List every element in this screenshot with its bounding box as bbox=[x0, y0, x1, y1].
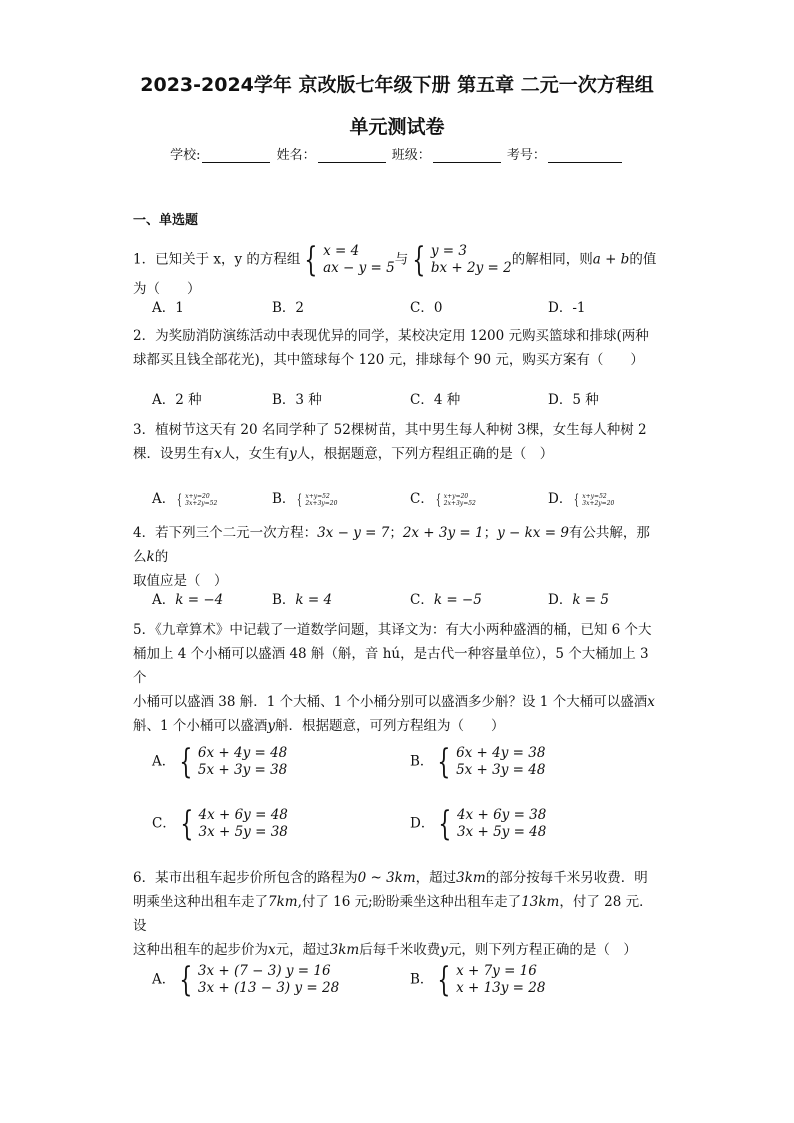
q3-option-d[interactable]: D． { x+y=52 3x+2y=20 bbox=[548, 491, 615, 508]
name-blank[interactable] bbox=[318, 148, 386, 163]
q5-option-b[interactable]: B． { 6x + 4y = 38 5x + 3y = 48 bbox=[410, 742, 546, 782]
question-5: 5．《九章算术》中记载了一道数学问题，其译文为：有大小两种盛酒的桶，已知 6 个大 桶加上 4 个小桶可以盛酒 48 斛（斛，音 hú，是古代一种容量单位），5 个大桶加上 3 个 小桶可以盛酒 38 斛．1 个大桶、1 个小桶分别可以盛酒多少斛？设 1 个大桶可以盛酒x 斛、1 个小桶可以盛酒y斛．根据题意，可列方程组为（ ） bbox=[133, 622, 655, 734]
question-3: 3．植树节这天有 20 名同学种了 52棵树苗，其中男生每人种树 3棵，女生每人种树 2 棵．设男生有x人，女生有y人，根据题意，下列方程组正确的是（ ） bbox=[133, 422, 647, 462]
number-blank[interactable] bbox=[548, 148, 622, 163]
class-blank[interactable] bbox=[433, 148, 501, 163]
q3-option-c[interactable]: C． { x+y=20 2x+3y=52 bbox=[410, 491, 476, 508]
q5-option-c[interactable]: C． { 4x + 6y = 48 3x + 5y = 38 bbox=[152, 804, 288, 844]
q2-option-d[interactable]: D．5 种 bbox=[548, 392, 599, 408]
question-1: 1．已知关于 x，y 的方程组 { x = 4 ax − y = 5 与 { y = 3 bx + 2y = 2 的解相同，则a + b的值为（ ） bbox=[133, 240, 657, 297]
school-label: 学校: bbox=[170, 148, 201, 163]
q5-option-a[interactable]: A． { 6x + 4y = 48 5x + 3y = 38 bbox=[152, 742, 288, 782]
q1-option-c[interactable]: C．0 bbox=[410, 300, 443, 316]
name-label: 姓名： bbox=[276, 148, 316, 163]
exam-title-line1: 2023-2024学年 京改版七年级下册 第五章 二元一次方程组 bbox=[140, 74, 654, 96]
exam-title-line2: 单元测试卷 bbox=[349, 116, 445, 138]
q1-option-a[interactable]: A．1 bbox=[152, 300, 184, 316]
question-4: 4．若下列三个二元一次方程：3x − y = 7；2x + 3y = 1；y − kx = 9有公共解，那么k的 取值应是（ ） bbox=[133, 525, 650, 589]
q2-option-b[interactable]: B．3 种 bbox=[272, 392, 322, 408]
q6-option-b[interactable]: B． { x + 7y = 16 x + 13y = 28 bbox=[410, 960, 546, 1000]
q4-option-d[interactable]: D．k = 5 bbox=[548, 592, 609, 608]
q4-option-b[interactable]: B．k = 4 bbox=[272, 592, 333, 608]
q4-option-c[interactable]: C．k = −5 bbox=[410, 592, 482, 608]
q1-option-b[interactable]: B．2 bbox=[272, 300, 305, 316]
q1-system-2: { y = 3 bx + 2y = 2 bbox=[412, 240, 512, 280]
q4-option-a[interactable]: A．k = −4 bbox=[152, 592, 224, 608]
q1-system-1: { x = 4 ax − y = 5 bbox=[304, 240, 395, 280]
q5-option-d[interactable]: D． { 4x + 6y = 38 3x + 5y = 48 bbox=[410, 804, 547, 844]
number-label: 考号： bbox=[506, 148, 546, 163]
question-2: 2．为奖励消防演练活动中表现优异的同学，某校决定用 1200 元购买篮球和排球(两种 球都买且钱全部花光)，其中篮球每个 120 元，排球每个 90 元，购买方案有（ ） bbox=[133, 328, 649, 368]
student-info-row bbox=[0, 144, 794, 163]
q6-option-a[interactable]: A． { 3x + (7 − 3) y = 16 3x + (13 − 3) y = 28 bbox=[152, 960, 340, 1000]
section-heading: 一、单选题 bbox=[133, 213, 199, 228]
q2-option-c[interactable]: C．4 种 bbox=[410, 392, 461, 408]
q3-option-b[interactable]: B． { x+y=52 2x+3y=20 bbox=[272, 491, 338, 508]
question-6: 6．某市出租车起步价所包含的路程为0 ~ 3km，超过3km的部分按每千米另收费．明 明乘坐这种出租车走了7km,付了 16 元;盼盼乘坐这种出租车走了13km，付了 28 元．设 这种出租车的起步价为x元，超过3km后每千米收费y元，则下列方程正确的是（ ） bbox=[133, 870, 653, 958]
class-label: 班级： bbox=[391, 148, 431, 163]
q2-option-a[interactable]: A．2 种 bbox=[152, 392, 202, 408]
school-blank[interactable] bbox=[202, 148, 270, 163]
q3-option-a[interactable]: A． { x+y=20 3x+2y=52 bbox=[152, 491, 218, 508]
q1-option-d[interactable]: D．-1 bbox=[548, 300, 586, 316]
